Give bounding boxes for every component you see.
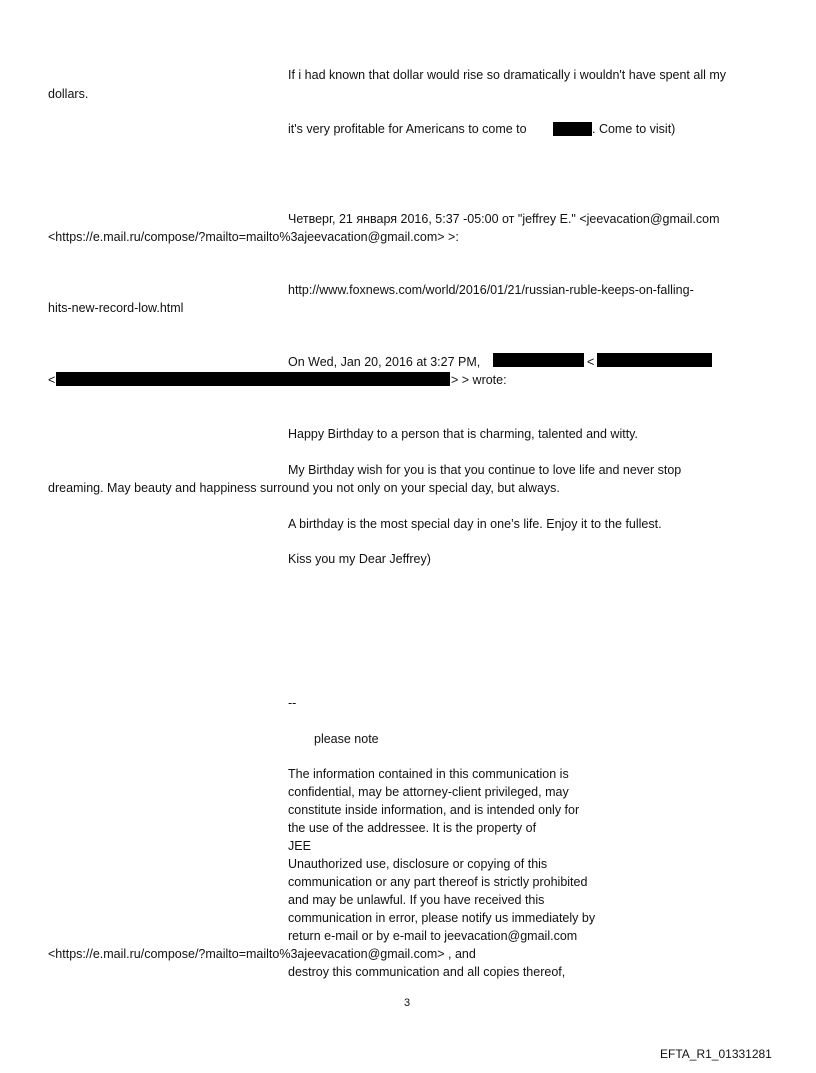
notice-line: and may be unlawful. If you have received this [288,893,545,907]
notice-mailto-line: <https://e.mail.ru/compose/?mailto=mailto%3ajeevacation@gmail.com> , and [48,947,476,961]
quoted-header-line2-lt: < [48,373,56,387]
notice-last-line: destroy this communication and all copies thereof, [288,965,566,979]
quoted-header-lt: < [587,355,595,369]
notice-line: JEE [288,839,311,853]
redaction-box [56,372,450,386]
redaction-box [553,122,592,136]
quoted-header-wrote: > > wrote: [451,373,507,387]
notice-line: the use of the addressee. It is the property of [288,821,537,835]
news-link-line2: hits-new-record-low.html [48,301,184,315]
birthday-wish-line1: My Birthday wish for you is that you continue to love life and never stop [288,463,682,477]
kiss-line: Kiss you my Dear Jeffrey) [288,552,431,566]
page-number: 3 [404,997,411,1009]
paragraph-dollar-line2: dollars. [48,87,89,101]
notice-line: The information contained in this communication is [288,767,569,781]
document-id-footer: EFTA_R1_01331281 [660,1047,772,1061]
signature-separator: -- [288,696,297,710]
quoted-header-line1: On Wed, Jan 20, 2016 at 3:27 PM, [288,355,481,369]
redaction-box [597,353,712,367]
notice-line: confidential, may be attorney-client privileged, may [288,785,569,799]
birthday-wish-line2: dreaming. May beauty and happiness surround you not only on your special day, but always. [48,481,560,495]
notice-line: communication or any part thereof is strictly prohibited [288,875,588,889]
news-link-line1: http://www.foxnews.com/world/2016/01/21/russian-ruble-keeps-on-falling- [288,283,694,297]
notice-line: return e-mail or by e-mail to jeevacation@gmail.com [288,929,578,943]
special-day-line: A birthday is the most special day in one’s life. Enjoy it to the fullest. [288,517,662,531]
notice-line: Unauthorized use, disclosure or copying of this [288,857,548,871]
please-note-heading: please note [314,732,379,746]
reply-header-line1: Четверг, 21 января 2016, 5:37 -05:00 от "jeffrey E." <jeevacation@gmail.com [288,212,720,226]
notice-line: communication in error, please notify us immediately by [288,911,596,925]
paragraph-profitable-end: . Come to visit) [592,122,676,136]
redaction-box [493,353,584,367]
notice-line: constitute inside information, and is intended only for [288,803,580,817]
birthday-greeting: Happy Birthday to a person that is charming, talented and witty. [288,427,638,441]
reply-header-line2: <https://e.mail.ru/compose/?mailto=mailto%3ajeevacation@gmail.com> >: [48,230,459,244]
paragraph-profitable-start: it's very profitable for Americans to come to [288,122,527,136]
paragraph-dollar-line1: If i had known that dollar would rise so dramatically i wouldn't have spent all my [288,68,727,82]
